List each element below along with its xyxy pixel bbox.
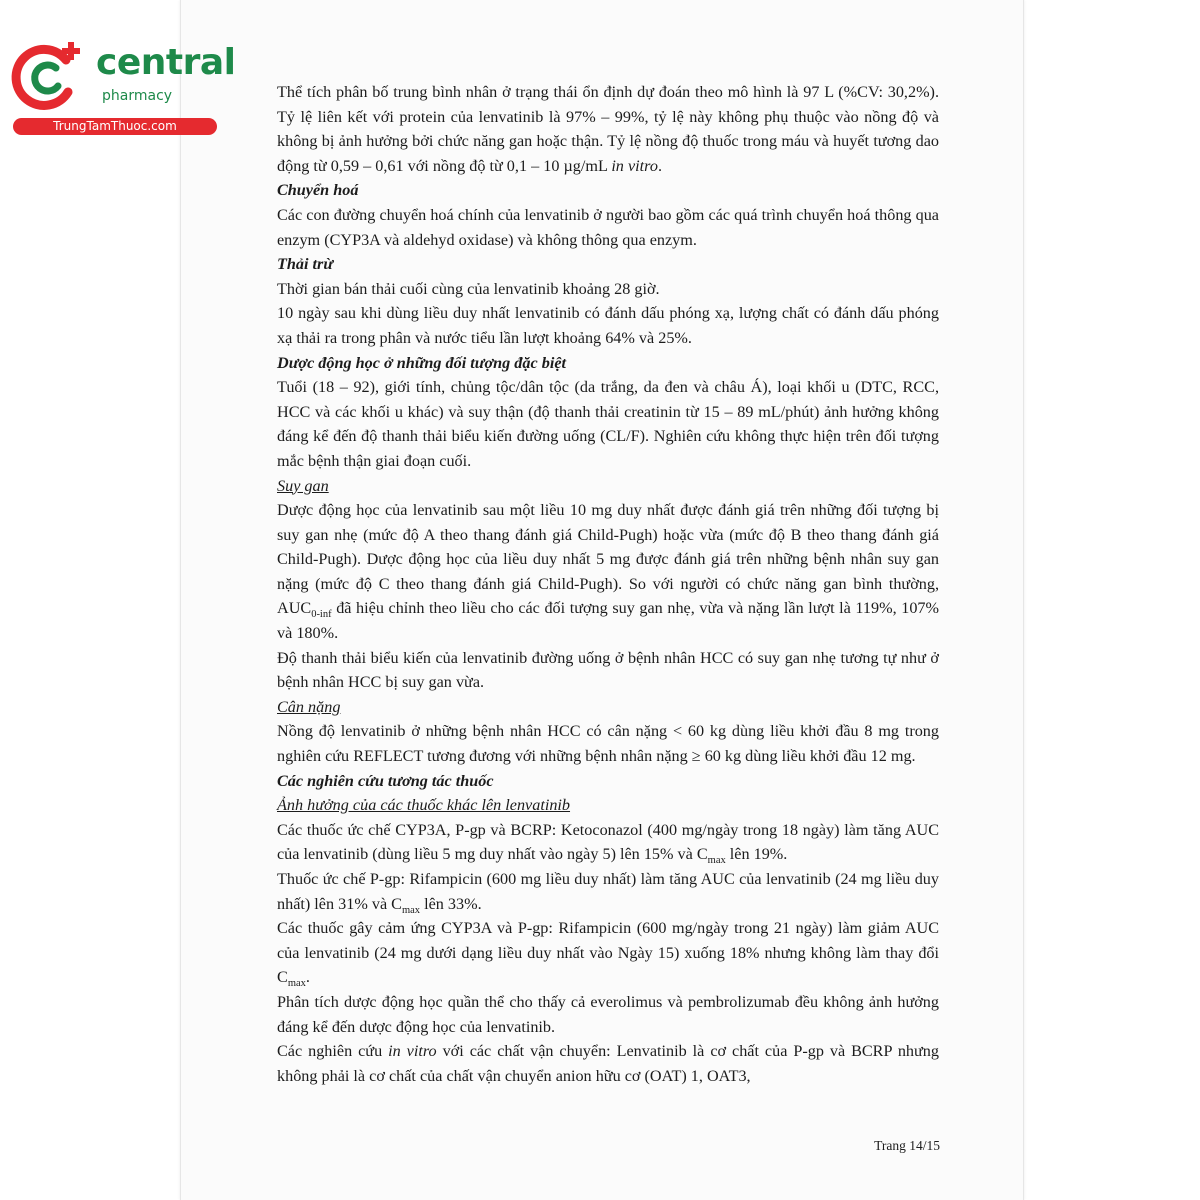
text: Các nghiên cứu — [277, 1042, 389, 1061]
logo-url: TrungTamThuoc.com — [13, 118, 217, 135]
text: Dược động học của lenvatinib sau một liều 10 mg duy nhất được đánh giá trên những đối tượng bị suy gan nhẹ (mức độ A theo thang đánh giá Child-Pugh) hoặc vừa (mức độ B theo thang đánh giá Child-Pugh). Dược động học của liều duy nhất 5 mg được đánh giá trên những bệnh nhân suy gan nặng (mức độ C theo thang đánh giá Child-Pugh). So với người có chức năng gan bình thường, AUC — [277, 501, 939, 618]
text: đã hiệu chỉnh theo liều cho các đối tượng suy gan nhẹ, vừa và nặng lần lượt là 119%, 107% và 180%. — [277, 599, 939, 643]
text: Thể tích phân bố trung bình nhân ở trạng thái ổn định dự đoán theo mô hình là 97 L (%CV: 30,2%). Tỷ lệ liên kết với protein của lenvatinib là 97% – 99%, tỷ lệ này không phụ thuộc vào nồng độ và không bị ảnh hưởng bởi chức năng gan hoặc thận. Tỷ lệ nồng độ thuốc trong máu và huyết tương dao động từ 0,59 – 0,61 với nồng độ từ 0,1 – 10 µg/mL — [277, 83, 939, 175]
italic-text: in vitro — [388, 1042, 437, 1061]
text: . — [657, 156, 662, 175]
text: lên 33%. — [420, 894, 482, 913]
logo-name: central — [96, 42, 236, 83]
paragraph-radiolabel: 10 ngày sau khi dùng liều duy nhất lenvatinib có đánh dấu phóng xạ, lượng chất có đánh dấu phóng xạ thải ra trong phân và nước tiểu lần lượt khoảng 64% và 25%. — [277, 304, 939, 347]
text: Thuốc ức chế P-gp: Rifampicin (600 mg liều duy nhất) làm tăng AUC của lenvatinib (24 mg liều duy nhất) lên 31% và C — [277, 870, 939, 913]
paragraph-metabolism: Các con đường chuyển hoá chính của lenvatinib ở người bao gồm các quá trình chuyển hoá thông qua enzym (CYP3A và aldehyd oxidase) và không thông qua enzym. — [277, 205, 939, 249]
subscript: max — [401, 904, 421, 916]
subscript: max — [287, 978, 306, 990]
heading-special-populations: Dược động học ở những đối tượng đặc biệt — [277, 353, 566, 372]
document-body — [277, 80, 939, 1088]
paragraph-pgp-inhibitor — [277, 867, 939, 916]
paragraph-population-pk: Phân tích dược động học quần thể cho thấy cả everolimus và pembrolizumab đều không ảnh hưởng đáng kể đến dược động học của lenvatinib. — [277, 992, 939, 1036]
paragraph-half-life: Thời gian bán thải cuối cùng của lenvatinib khoảng 28 giờ. — [277, 279, 660, 298]
logo-c-cross-icon — [10, 38, 88, 116]
paragraph-hepatic-clearance: Độ thanh thải biểu kiến của lenvatinib đường uống ở bệnh nhân HCC có suy gan nhẹ tương tự như ở bệnh nhân HCC bị suy gan vừa. — [277, 648, 939, 692]
paragraph-distribution — [277, 80, 939, 178]
paragraph-hepatic — [277, 498, 939, 646]
subheading-other-drugs: Ảnh hưởng của các thuốc khác lên lenvatinib — [277, 796, 571, 815]
subscript: max — [707, 855, 726, 867]
text: . — [305, 968, 310, 987]
page-number: Trang 14/15 — [874, 1138, 940, 1153]
paragraph-special-populations: Tuổi (18 – 92), giới tính, chủng tộc/dân tộc (da trắng, da đen và châu Á), loại khối u (DTC, RCC, HCC và các khối u khác) và suy thận (độ thanh thải creatinin từ 15 – 89 mL/phút) ảnh hưởng không đáng kể đến độ thanh thải biểu kiến đường uống (CL/F). Nghiên cứu không thực hiện trên đối tượng mắc bệnh thận giai đoạn cuối. — [277, 378, 939, 470]
central-pharmacy-logo[interactable] — [8, 36, 236, 138]
heading-interactions: Các nghiên cứu tương tác thuốc — [277, 771, 494, 790]
text: với các chất vận chuyển: Lenvatinib là cơ chất của P-gp và BCRP nhưng không phải là cơ chất của chất vận chuyển anion hữu cơ (OAT) 1, OAT3, — [277, 1042, 939, 1085]
subscript: 0-inf — [311, 609, 332, 621]
text: lên 19%. — [725, 845, 788, 864]
heading-elimination: Thải trừ — [277, 255, 334, 274]
paragraph-inhibitors — [277, 818, 939, 867]
paragraph-weight: Nồng độ lenvatinib ở những bệnh nhân HCC có cân nặng < 60 kg dùng liều khởi đầu 8 mg trong nghiên cứu REFLECT tương đương với những bệnh nhân nặng ≥ 60 kg dùng liều khởi đầu 12 mg. — [277, 722, 939, 766]
logo-subtitle: pharmacy — [102, 88, 173, 104]
italic-text: in vitro — [611, 156, 658, 175]
subheading-weight: Cân nặng — [277, 697, 341, 716]
text: Các thuốc gây cảm ứng CYP3A và P-gp: Rifampicin (600 mg/ngày trong 21 ngày) làm giảm AUC của lenvatinib (24 mg dưới dạng liều duy nhất vào Ngày 15) xuống 18% nhưng không làm thay đổi C — [277, 919, 939, 987]
paragraph-inducers — [277, 916, 939, 990]
heading-metabolism: Chuyển hoá — [277, 181, 359, 200]
text: Các thuốc ức chế CYP3A, P-gp và BCRP: Ketoconazol (400 mg/ngày trong 18 ngày) làm tăng AUC của lenvatinib (dùng liều 5 mg duy nhất vào ngày 5) lên 15% và C — [277, 820, 939, 864]
paragraph-transporters — [277, 1039, 939, 1088]
subheading-hepatic: Suy gan — [277, 476, 329, 495]
